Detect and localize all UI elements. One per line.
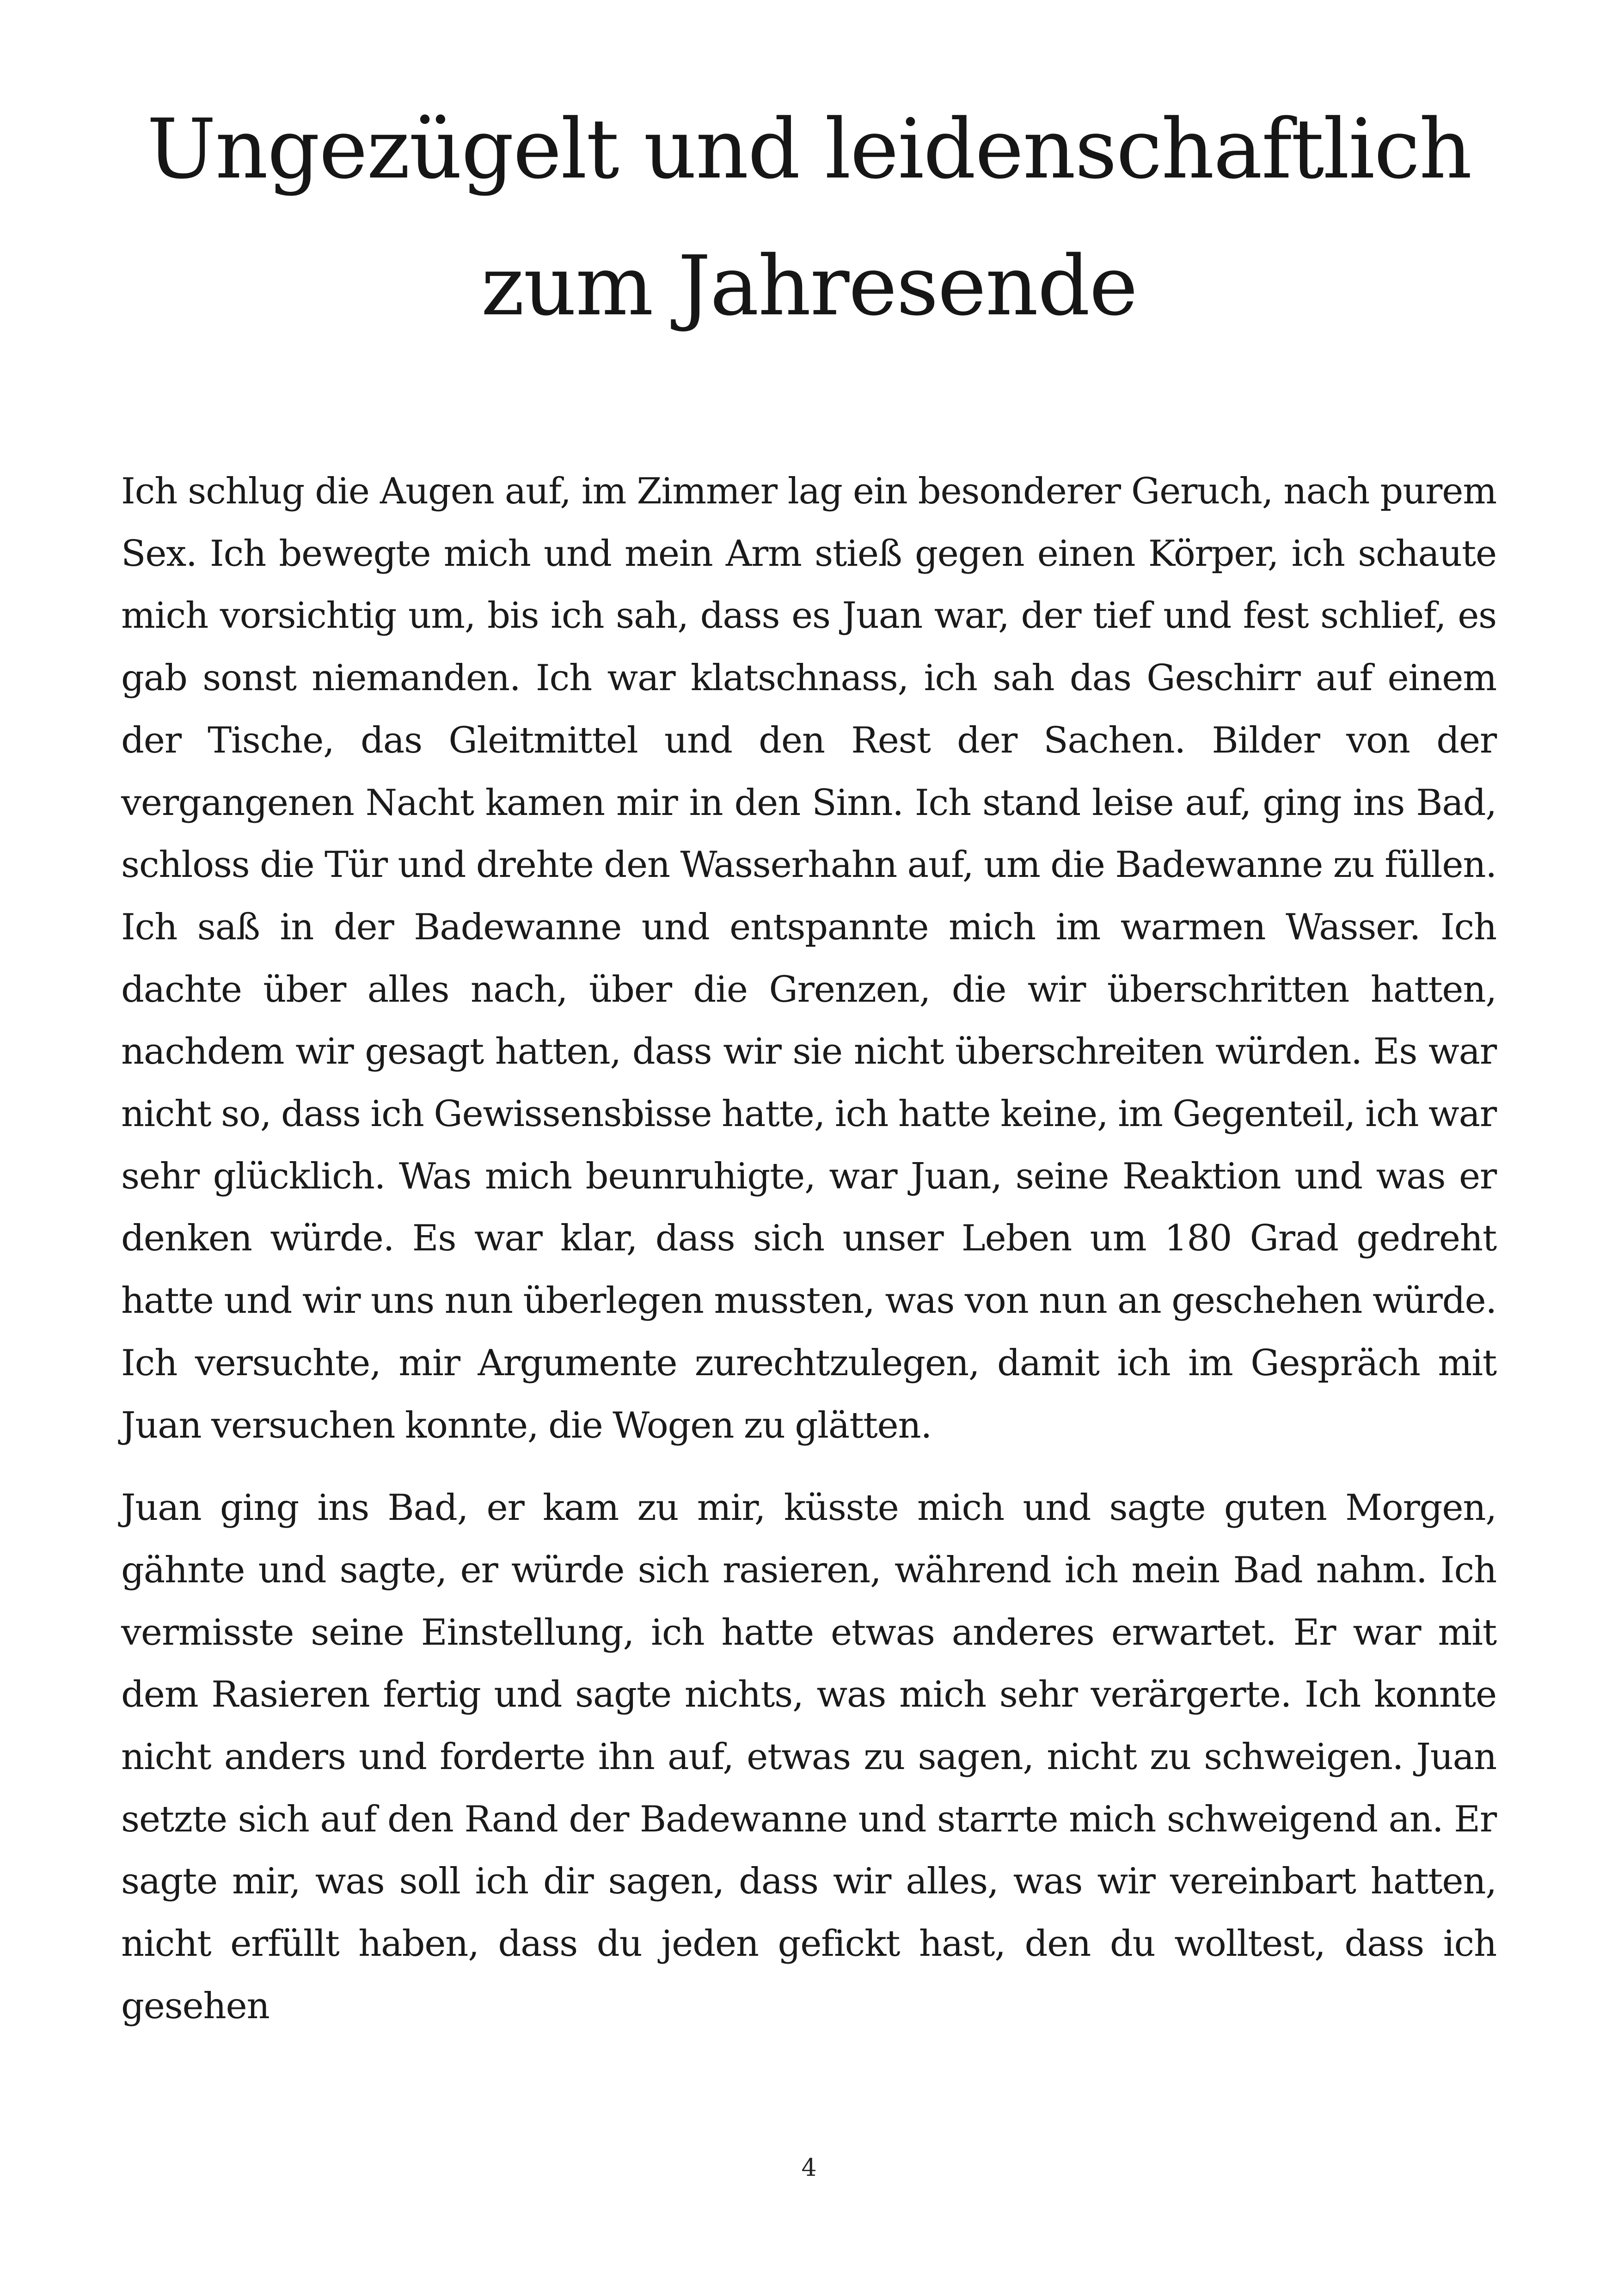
paragraph: Juan ging ins Bad, er kam zu mir, küsste mich und sagte guten Morgen, gähnte und sagte, er würde sich rasieren, während ich mein Bad nahm. Ich vermisste seine Einstellung, ich hatte etwas anderes erwartet. Er war mit dem Rasieren fertig und sagte nichts, was mich sehr verärgerte. Ich konnte nicht anders und forderte ihn auf, etwas zu sagen, nicht zu schweigen. Juan setzte sich auf den Rand der Badewanne und starrte mich schweigend an. Er sagte mir, was soll ich dir sagen, dass wir alles, was wir vereinbart hatten, nicht erfüllt haben, dass du jeden gefickt hast, den du wolltest, dass ich gesehen bbox=[121, 1487, 1496, 2027]
paragraph: Ich schlug die Augen auf, im Zimmer lag ein besonderer Geruch, nach purem Sex. Ich bewegte mich und mein Arm stieß gegen einen Körper, ich schaute mich vorsichtig um, bis ich sah, dass es Juan war, der tief und fest schlief, es gab sonst niemanden. Ich war klatschnass, ich sah das Geschirr auf einem der Tische, das Gleitmittel und den Rest der Sachen. Bilder von der vergangenen Nacht kamen mir in den Sinn. Ich stand leise auf, ging ins Bad, schloss die Tür und drehte den Wasserhahn auf, um die Badewanne zu füllen. Ich saß in der Badewanne und entspannte mich im warmen Wasser. Ich dachte über alles nach, über die Grenzen, die wir überschritten hatten, nachdem wir gesagt hatten, dass wir sie nicht überschreiten würden. Es war nicht so, dass ich Gewissensbisse hatte, ich hatte keine, im Gegenteil, ich war sehr glücklich. Was mich beunruhigte, war Juan, seine Reaktion und was er denken würde. Es war klar, dass sich unser Leben um 180 Grad gedreht hatte und wir uns nun überlegen mussten, was von nun an geschehen würde. Ich versuchte, mir Argumente zurechtzulegen, damit ich im Gespräch mit Juan versuchen konnte, die Wogen zu glätten. bbox=[121, 471, 1496, 1446]
body-text bbox=[121, 460, 1496, 2058]
page-number: 4 bbox=[801, 2154, 817, 2182]
chapter-title: Ungezügelt und leidenschaftlich zum Jahresende bbox=[147, 101, 1471, 334]
